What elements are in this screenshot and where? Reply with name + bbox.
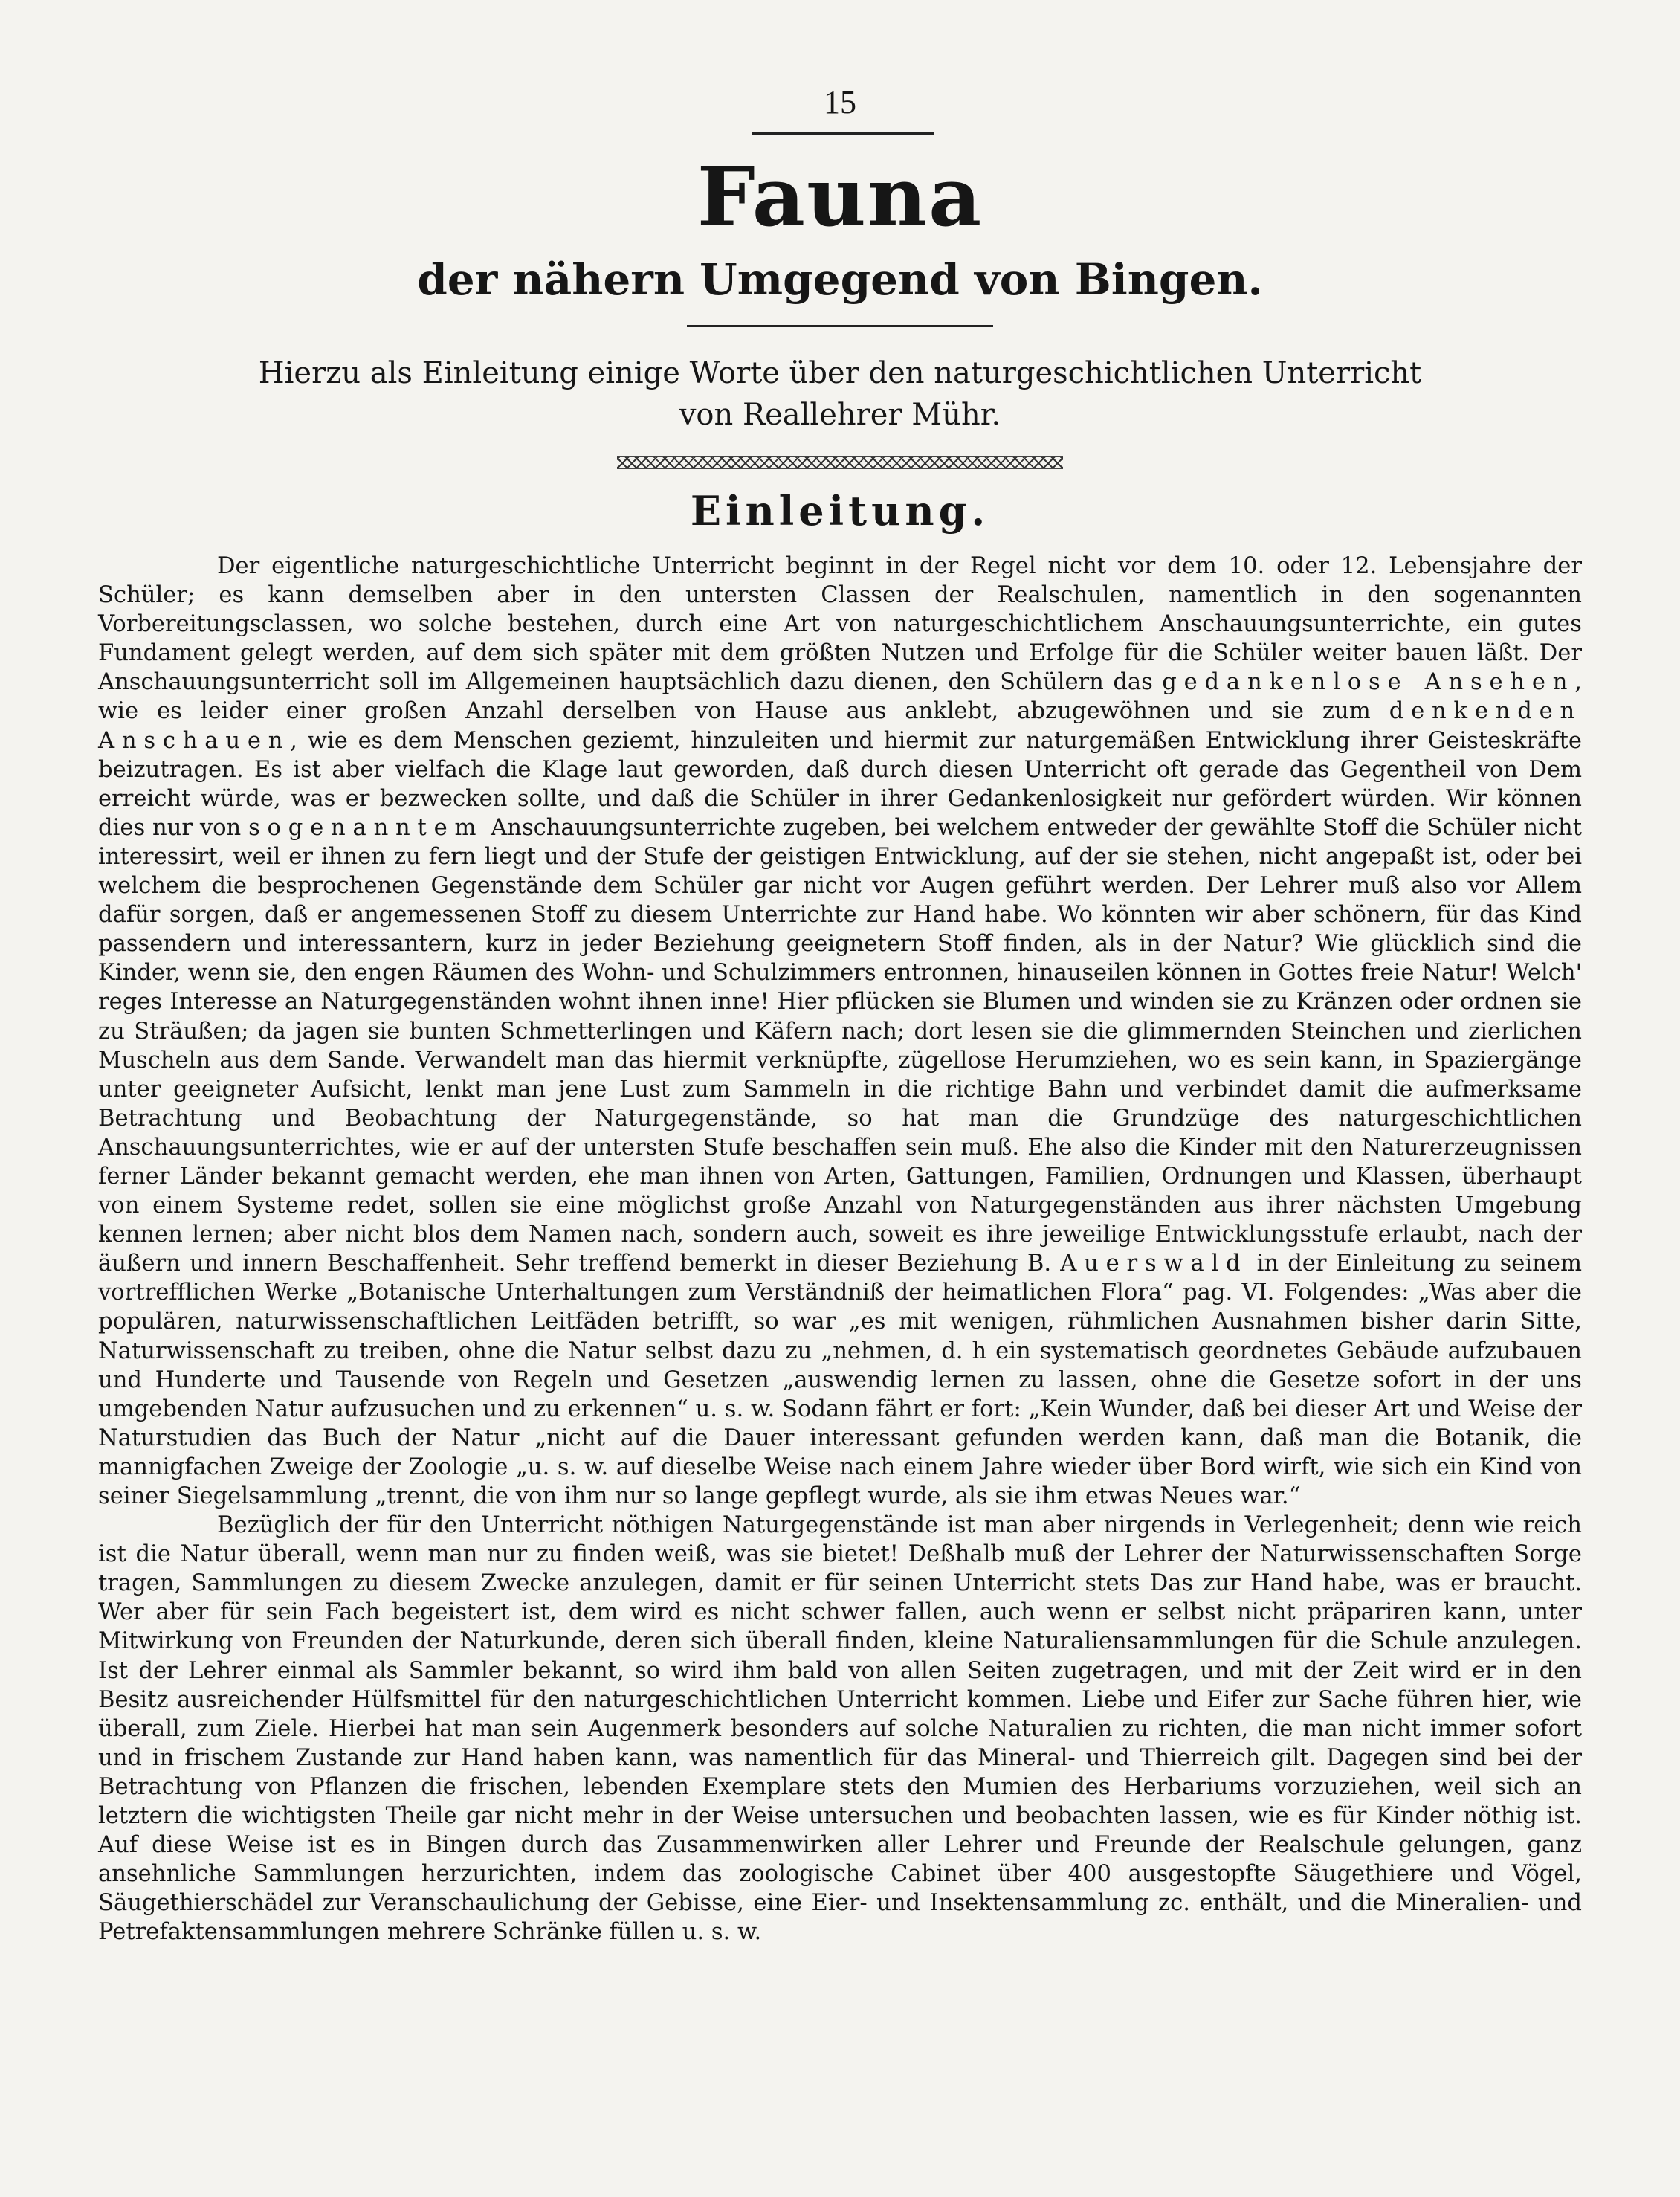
paragraph-text: Der eigentliche naturgeschichtliche Unterricht beginnt in der Regel nicht vor dem 10. oder 12. Lebensjahre der Schüler; es kann demselben aber in den untersten Classen der Realschulen, namentlich in den sogenannten Vorbereitungsclassen, wo solche bestehen, durch eine Art von naturgeschichtlichem Anschauungsunterrichte, ein gutes Fundament gelegt werden, auf dem sich später mit dem größten Nutzen und Erfolge für die Schüler weiter bauen läßt. Der Anschauungsunterricht soll im Allgemeinen hauptsächlich dazu dienen, den Schülern das [98, 553, 1582, 696]
paragraph [98, 552, 1582, 1511]
section-heading: Einleitung. [690, 487, 990, 535]
page-number-rule [752, 132, 934, 135]
intro-block [0, 352, 1680, 436]
paragraph-text: in der Einleitung zu seinem vortrefflichen Werke „Botanische Unterhaltungen zum Verständniß der heimatlichen Flora“ pag. VI. Folgendes: „Was aber die populären, naturwissenschaftlichen Leitfäden betrifft, so war „es mit wenigen, rühmlichen Ausnahmen bisher darin Sitte, Naturwissenschaft zu treiben, ohne die Natur selbst dazu zu „nehmen, d. h ein systematisch geordnetes Gebäude aufzubauen und Hunderte und Tausende von Regeln und Gesetzen „auswendig lernen zu lassen, ohne die Gesetze sofort in der uns umgebenden Natur aufzusuchen und zu erkennen“ u. s. w. Sodann fährt er fort: „Kein Wunder, daß bei dieser Art und Weise der Naturstudien das Buch der Natur „nicht auf die Dauer interessant gefunden werden kann, daß man die Botanik, die mannigfachen Zweige der Zoologie „u. s. w. auf dieselbe Weise nach einem Jahre wieder über Bord wirft, wie sich ein Kind von seiner Siegelsammlung „trennt, die von ihm nur so lange gepflegt wurde, als sie ihm etwas Neues war.“ [98, 1251, 1582, 1509]
emphasized-text: denkenden Anschauen [98, 698, 1582, 754]
page-number: 15 [824, 84, 856, 120]
emphasized-text: sogenanntem [248, 814, 484, 841]
page-title: Fauna [697, 149, 983, 245]
emphasized-text: gedankenlose Ansehen [1162, 669, 1575, 696]
author-line: von Reallehrer Mühr. [679, 398, 1001, 432]
paragraph-text: Anschauungsunterrichte zugeben, bei welchem entweder der gewählte Stoff die Schüler nicht interessirt, weil er ihnen zu fern liegt und der Stufe der geistigen Entwicklung, auf der sie stehen, nicht angepaßt ist, oder bei welchem die besprochenen Gegenstände dem Schüler gar nicht vor Augen geführt werden. Der Lehrer muß also vor Allem dafür sorgen, daß er angemessenen Stoff zu diesem Unterrichte zur Hand habe. Wo könnten wir aber schönern, für das Kind passendern und interessantern, kurz in jeder Beziehung geeignetern Stoff finden, als in der Natur? Wie glücklich sind die Kinder, wenn sie, den engen Räumen des Wohn- und Schulzimmers entronnen, hinauseilen können in Gottes freie Natur! Welch' reges Interesse an Naturgegenständen wohnt ihnen inne! Hier pflücken sie Blumen und winden sie zu Kränzen oder ordnen sie zu Sträußen; da jagen sie bunten Schmetterlingen und Käfern nach; dort lesen sie die glimmernden Steinchen und zierlichen Muscheln aus dem Sande. Verwandelt man das hiermit verknüpfte, zügellose Herumziehen, wo es sein kann, in Spaziergänge unter geeigneter Aufsicht, lenkt man jene Lust zum Sammeln in die richtige Bahn und verbindet damit die aufmerksame Betrachtung und Beobachtung der Naturgegenstände, so hat man die Grundzüge des naturgeschichtlichen Anschauungsunterrichtes, wie er auf der untersten Stufe beschaffen sein muß. Ehe also die Kinder mit den Naturerzeugnissen ferner Länder bekannt gemacht werden, ehe man ihnen von Arten, Gattungen, Familien, Ordnungen und Klassen, überhaupt von einem Systeme redet, sollen sie eine möglichst große Anzahl von Naturgegenständen aus ihrer nächsten Umgebung kennen lernen; aber nicht blos dem Namen nach, sondern auch, soweit es ihre jeweilige Entwicklungsstufe erlaubt, nach der äußern und innern Beschaffenheit. Sehr treffend bemerkt in dieser Beziehung B. [98, 814, 1583, 1277]
paragraph-text: Bezüglich der für den Unterricht nöthigen Naturgegenstände ist man aber nirgends in Verlegenheit; denn wie reich ist die Natur überall, wenn man nur zu finden weiß, was sie bietet! Deßhalb muß der Lehrer der Naturwissenschaften Sorge tragen, Sammlungen zu diesem Zwecke anzulegen, damit er für seinen Unterricht stets Das zur Hand habe, was er braucht. Wer aber für sein Fach begeistert ist, dem wird es nicht schwer fallen, auch wenn er selbst nicht präpariren kann, unter Mitwirkung von Freunden der Naturkunde, deren sich überall finden, kleine Naturaliensammlungen für die Schule anzulegen. Ist der Lehrer einmal als Sammler bekannt, so wird ihm bald von allen Seiten zugetragen, und mit der Zeit wird er in den Besitz ausreichender Hülfsmittel für den naturgeschichtlichen Unterricht kommen. Liebe und Eifer zur Sache führen hier, wie überall, zum Ziele. Hierbei hat man sein Augenmerk besonders auf solche Naturalien zu richten, die man nicht immer sofort und in frischem Zustande zur Hand haben kann, was namentlich für das Mineral- und Thierreich gilt. Dagegen sind bei der Betrachtung von Pflanzen die frischen, lebenden Exemplare stets den Mumien des Herbariums vorzuziehen, weil sich an letztern die wichtigsten Theile gar nicht mehr in der Weise untersuchen und beobachten lassen, wie es für Kinder nöthig ist. Auf diese Weise ist es in Bingen durch das Zusammenwirken aller Lehrer und Freunde der Realschule gelungen, ganz ansehnliche Sammlungen herzurichten, indem das zoologische Cabinet über 400 ausgestopfte Säugethiere und Vögel, Säugethierschädel zur Veranschaulichung der Gebisse, eine Eier- und Insektensammlung zc. enthält, und die Mineralien- und Petrefaktensammlungen mehrere Schränke füllen u. s. w. [98, 1512, 1582, 1946]
body-text [98, 552, 1582, 1947]
paragraph-text: , wie es leider einer großen Anzahl derselben von Hause aus anklebt, abzugewöhnen und sie zum [98, 669, 1582, 725]
ornamental-rule [617, 456, 1063, 469]
page-subtitle: der nähern Umgegend von Bingen. [417, 254, 1263, 305]
emphasized-text: Auerswald [1060, 1251, 1248, 1277]
intro-line: Hierzu als Einleitung einige Worte über den naturgeschichtlichen Unterricht [258, 356, 1422, 390]
subtitle-rule [687, 325, 993, 327]
paragraph [98, 1511, 1582, 1946]
paragraph-text: , wie es dem Menschen geziemt, hinzuleiten und hiermit zur naturgemäßen Entwicklung ihrer Geisteskräfte beizutragen. Es ist aber vielfach die Klage laut geworden, daß durch diesen Unterricht oft gerade das Gegentheil von Dem erreicht würde, was er bezwecken sollte, und daß die Schüler in ihrer Gedankenlosigkeit nur gefördert würden. Wir können dies nur von [98, 727, 1582, 841]
